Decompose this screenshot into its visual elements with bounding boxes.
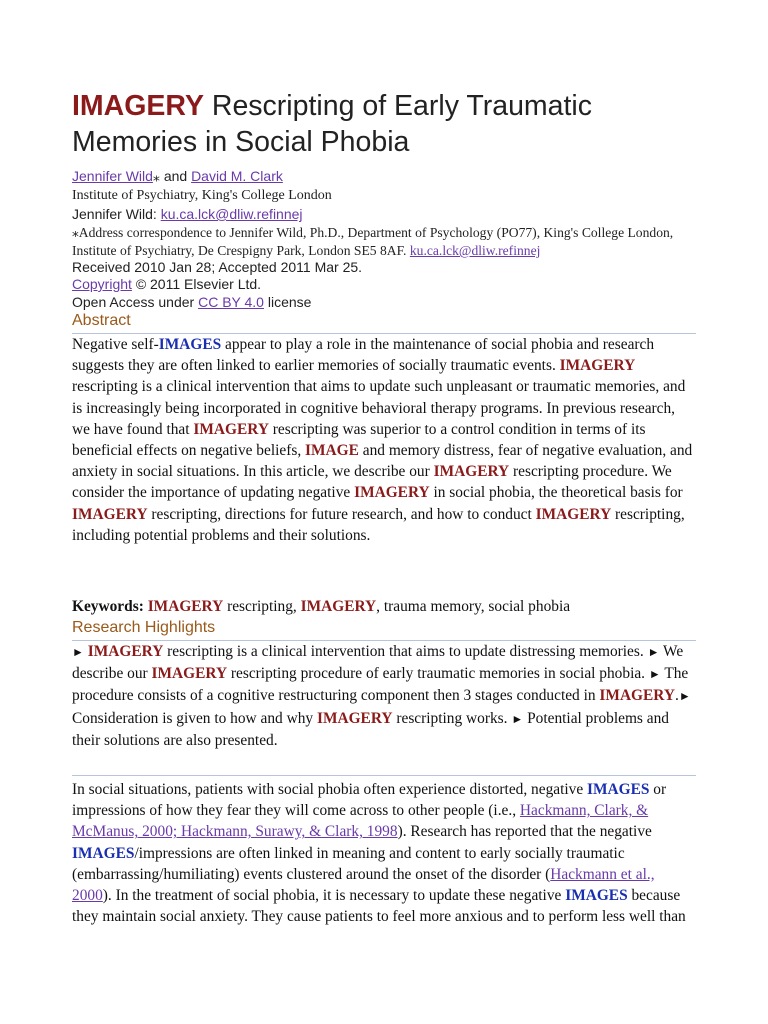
text-run: . (674, 687, 679, 705)
contact-email-link[interactable]: ku.ca.lck@dliw.refinnej (160, 206, 303, 222)
author-link-clark[interactable]: David M. Clark (191, 168, 283, 184)
license-suffix: license (267, 294, 312, 310)
contact-label: Jennifer Wild: (72, 206, 157, 222)
received-dates: Received 2010 Jan 28; Accepted 2011 Mar 25. (72, 259, 363, 275)
highlight-term: IMAGERY (151, 665, 228, 683)
license-line (72, 294, 722, 312)
text-run: appear to play a role in the maintenance of social phobia and research suggests they are often linked to earlier memories of socially traumatic events. (72, 336, 655, 375)
text-run: ). In the treatment of social phobia, it is necessary to update these negative (102, 887, 566, 905)
text-run: rescripting is a clinical intervention that aims to update such unpleasant or traumatic memories, and is increasingly being incorporated in cognitive behavioral therapy programs. In previous research, we have found that (72, 378, 686, 438)
bullet-triangle-icon: ► (678, 689, 691, 704)
citation-link[interactable]: Hackmann, Clark, & McManus, 2000; Hackmann, Surawy, & Clark, 1998 (72, 802, 649, 841)
text-run: and memory distress, fear of negative evaluation, and anxiety in social situations. In this article, we describe our (72, 442, 693, 481)
text-run: in social phobia, the theoretical basis for (429, 484, 683, 502)
copyright-line (72, 276, 722, 294)
text-run: rescripting was superior to a control condition in terms of its beneficial effects on negative beliefs, (72, 420, 646, 460)
text-run: rescripting procedure of early traumatic memories in social phobia. (227, 665, 649, 683)
highlight-term: IMAGERY (147, 598, 224, 615)
text-run: rescripting, (223, 598, 301, 615)
text-run: In social situations, patients with social phobia often experience distorted, negative (72, 781, 588, 798)
highlight-term: IMAGE (305, 442, 359, 460)
text-run: Consideration is given to how and why (72, 709, 317, 727)
highlight-term: IMAGERY (599, 687, 675, 705)
highlight-term: IMAGERY (354, 484, 430, 502)
text-run: rescripting procedure. We consider the importance of updating negative (72, 463, 672, 502)
authors-line (72, 168, 722, 186)
bullet-triangle-icon: ► (511, 711, 524, 726)
correspondence-email-link[interactable]: ku.ca.lck@dliw.refinnej (409, 243, 541, 258)
body-text (72, 779, 696, 927)
correspondence (72, 224, 692, 260)
text-run: , trauma memory, social phobia (376, 598, 571, 615)
license-prefix: Open Access under (72, 294, 195, 310)
text-run: We describe our (72, 643, 684, 683)
title-rest: Rescripting of Early Traumatic Memories in Social Phobia (72, 90, 593, 158)
highlight-term-images: IMAGES (72, 844, 135, 862)
text-run: ). Research has reported that the negative (397, 823, 652, 841)
keywords-label: Keywords: (72, 598, 144, 615)
copyright-link[interactable]: Copyright (72, 276, 132, 292)
highlights-text (72, 641, 696, 751)
text-run: Potential problems and their solutions are also presented. (72, 709, 669, 749)
affiliation: Institute of Psychiatry, King's College London (72, 188, 332, 203)
citation-link[interactable]: Hackmann et al., 2000 (72, 865, 655, 905)
text-run: rescripting, including potential problems and their solutions. (72, 505, 685, 544)
text-run: The procedure consists of a cognitive restructuring component then 3 stages conducted in (72, 665, 689, 705)
highlight-term: IMAGERY (316, 709, 393, 727)
abstract-text (72, 334, 696, 546)
text-run: rescripting, directions for future research, and how to conduct (147, 505, 536, 523)
text-run: rescripting works. (392, 709, 512, 727)
bullet-triangle-icon: ► (647, 645, 660, 659)
keywords-line (72, 596, 696, 617)
article-title (72, 88, 712, 160)
highlight-term-images: IMAGES (587, 781, 650, 798)
license-link[interactable]: CC BY 4.0 (198, 294, 264, 310)
correspondence-text: ⁎Address correspondence to Jennifer Wild, Ph.D., Department of Psychology (PO77), King's College London, Institute of Psychiatry, De Crespigny Park, London SE5 8AF. (72, 225, 674, 258)
text-run: or impressions of how they fear they will come across to other people (i.e., (72, 781, 667, 820)
highlight-term: IMAGERY (193, 420, 269, 438)
author-link-wild[interactable]: Jennifer Wild (72, 168, 153, 184)
highlight-term: IMAGERY (72, 505, 148, 523)
highlight-term: IMAGERY (433, 463, 510, 481)
bullet-triangle-icon: ► (648, 667, 661, 682)
author-star: ⁎ (152, 168, 160, 184)
highlight-term: IMAGERY (559, 357, 636, 375)
highlights-heading: Research Highlights (72, 619, 216, 636)
text-run: because they maintain social anxiety. They cause patients to feel more anxious and to perform less well than (72, 887, 686, 926)
text-run: rescripting is a clinical intervention that aims to update distressing memories. (163, 643, 648, 660)
bullet-triangle-icon: ► (72, 645, 84, 659)
text-run: Negative self- (72, 336, 159, 353)
abstract-heading: Abstract (72, 312, 131, 329)
authors-and: and (163, 168, 188, 184)
highlight-term-images: IMAGES (158, 336, 222, 353)
copyright-text: © 2011 Elsevier Ltd. (135, 276, 262, 292)
contact-line (72, 206, 722, 224)
highlight-term: IMAGERY (87, 643, 164, 660)
title-highlight: IMAGERY (72, 90, 204, 122)
text-run: /impressions are often linked in meaning and content to early socially traumatic (embarrassing/humiliating) events clustered around the onset of the disorder ( (72, 844, 625, 883)
highlight-term: IMAGERY (535, 505, 612, 523)
body-rule (72, 775, 696, 776)
highlight-term: IMAGERY (300, 598, 377, 615)
highlight-term-images: IMAGES (565, 887, 628, 905)
